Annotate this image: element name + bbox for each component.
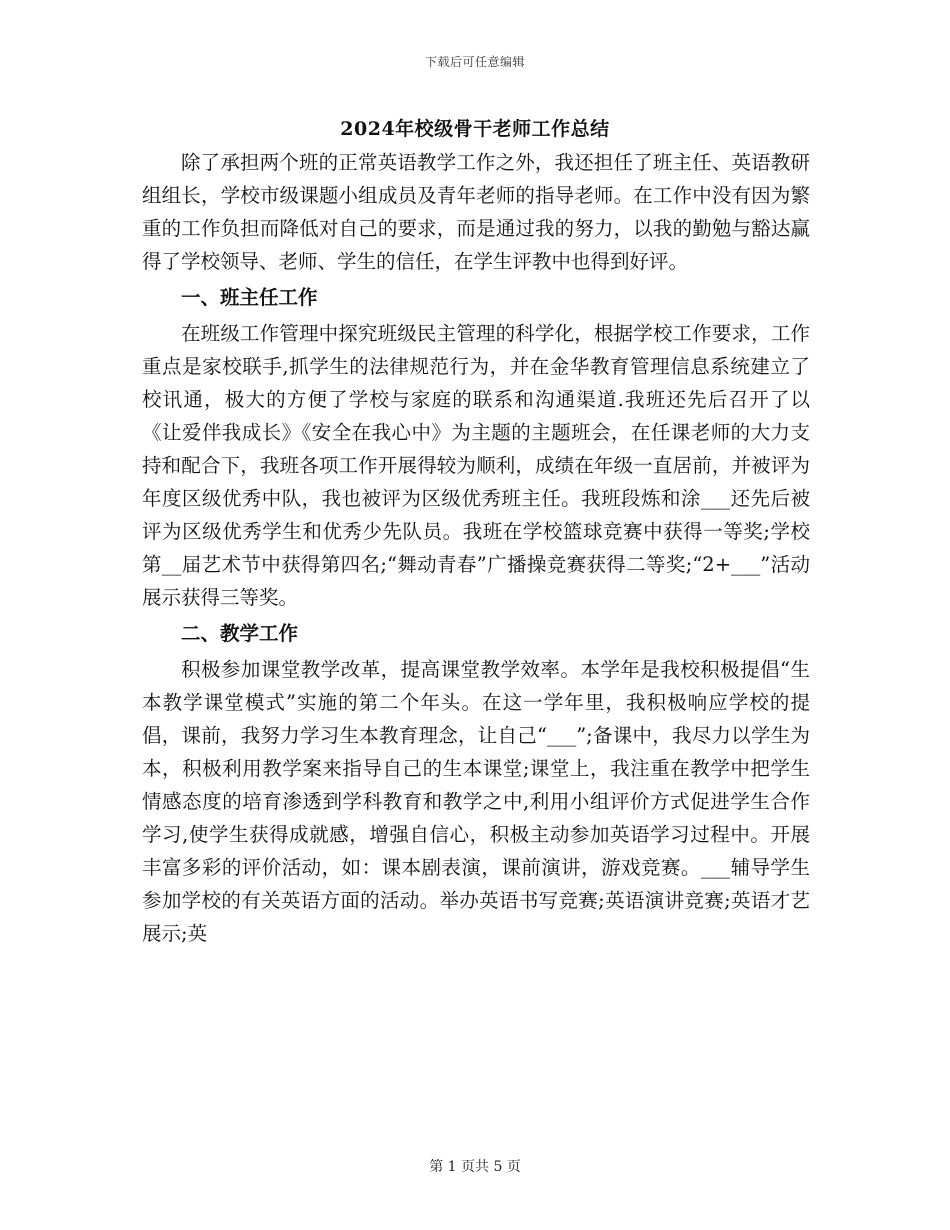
page-number-footer: 第 1 页共 5 页 [429, 1159, 521, 1175]
section-heading-teaching: 二、教学工作 [181, 622, 299, 645]
document-title: 2024年校级骨干老师工作总结 [340, 118, 610, 140]
section-body-class-teacher: 在班级工作管理中探究班级民主管理的科学化，根据学校工作要求，工作重点是家校联手,抓学生的法律规范行为，并在金华教育管理信息系统建立了校讯通，极大的方便了学校与家庭的联系和沟通渠道.我班还先后召开了以《让爱伴我成长》《安全在我心中》为主题的主题班会，在任课老师的大力支持和配合下，我班各项工作开展得较为顺利，成绩在年级一直居前，并被评为年度区级优秀中队，我也被评为区级优秀班主任。我班段炼和涂___还先后被评为区级优秀学生和优秀少先队员。我班在学校篮球竞赛中获得一等奖;学校第__届艺术节中获得第四名;“舞动青春”广播操竞赛获得二等奖;“2+___”活动展示获得三等奖。 [142, 322, 810, 609]
intro-paragraph: 除了承担两个班的正常英语教学工作之外，我还担任了班主任、英语教研组组长，学校市级课题小组成员及青年老师的指导老师。在工作中没有因为繁重的工作负担而降低对自己的要求，而是通过我的努力，以我的勤勉与豁达赢得了学校领导、老师、学生的信任，在学生评教中也得到好评。 [142, 151, 810, 273]
section-heading-class-teacher: 一、班主任工作 [181, 286, 318, 309]
header-note: 下载后可任意编辑 [424, 55, 525, 69]
document-body [142, 146, 810, 950]
section-body-teaching: 积极参加课堂教学改革，提高课堂教学效率。本学年是我校积极提倡“生本教学课堂模式”实施的第二个年头。在这一学年里，我积极响应学校的提倡，课前，我努力学习生本教育理念，让自己“___”;备课中，我尽力以学生为本，积极利用教学案来指导自己的生本课堂;课堂上，我注重在教学中把学生情感态度的培育渗透到学科教育和教学之中,利用小组评价方式促进学生合作学习,使学生获得成就感，增强自信心，积极主动参加英语学习过程中。开展丰富多彩的评价活动，如：课本剧表演，课前演讲，游戏竞赛。___辅导学生参加学校的有关英语方面的活动。举办英语书写竞赛;英语演讲竞赛;英语才艺展示;英 [142, 658, 810, 945]
